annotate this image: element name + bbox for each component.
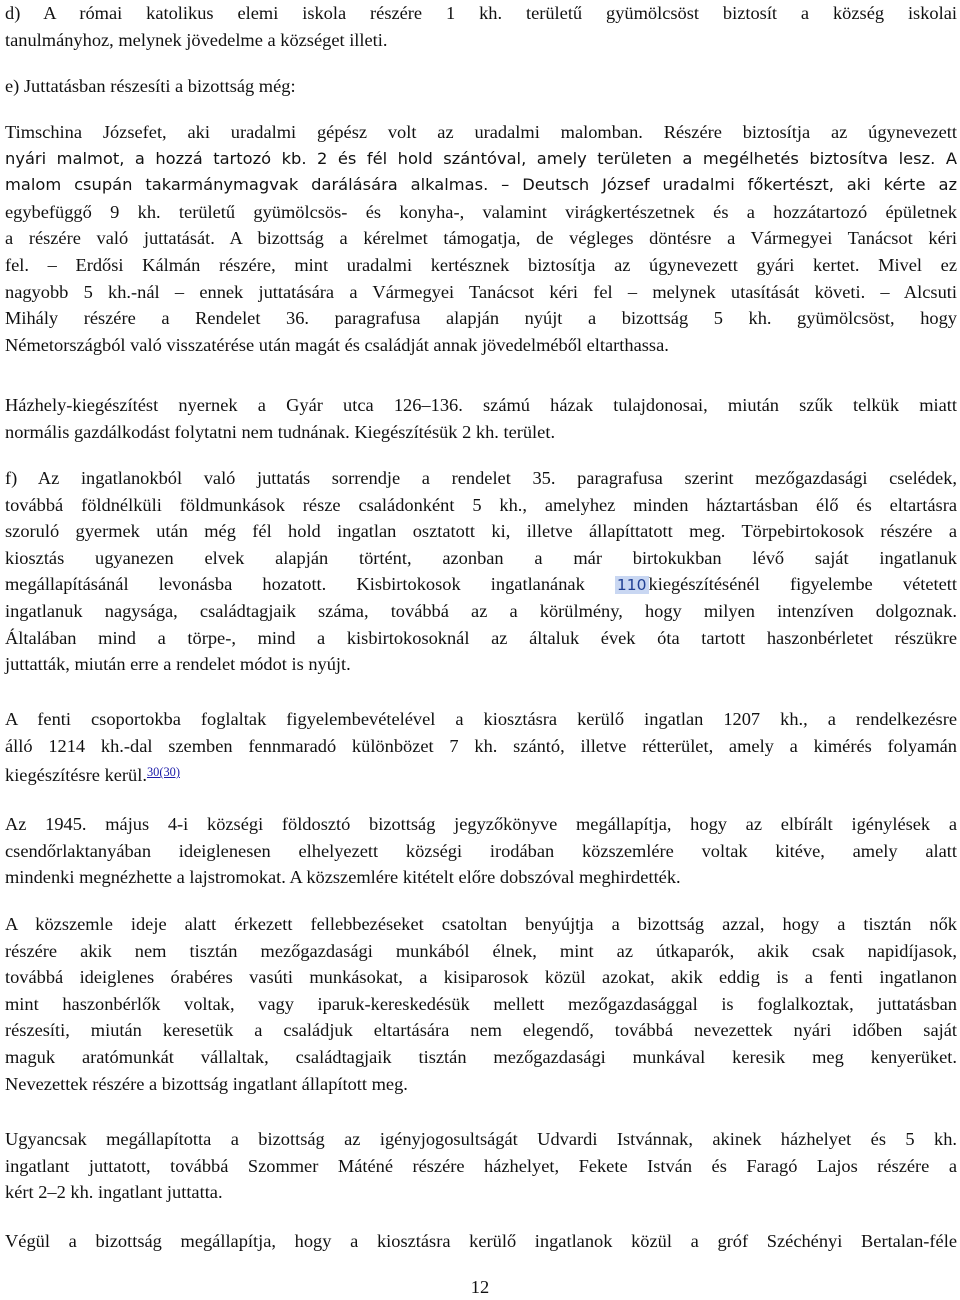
text-line: tanulmányhoz, melynek jövedelme a községet illeti. — [5, 29, 388, 50]
paragraph-timschina — [5, 119, 957, 358]
text-line: d) A római katolikus elemi iskola részére 1 kh. területű gyümölcsöst biztosít a község iskolai — [5, 3, 957, 23]
text-line: Timschina Józsefet, aki uradalmi gépész volt az uradalmi malomban. Részére biztosítja az úgynevezett — [5, 122, 957, 142]
paragraph-hazhely — [5, 392, 957, 445]
highlighted-number: 110 — [616, 576, 647, 595]
paragraph-ugyancsak — [5, 1126, 957, 1206]
text-line: nyári malmot, a hozzá tartozó kb. 2 és fél hold szántóval, amely területen a megélhetés biztosítva lesz. A — [5, 148, 957, 168]
text-line: ingatlant juttatott, továbbá Szommer Máténé részére házhelyet, Fekete István és Faragó Lajos részére a — [5, 1155, 957, 1176]
text-segment: kiegészítésre kerül. — [5, 765, 147, 786]
text-line: fel. – Erdősi Kálmán részére, mint uradalmi kertésznek biztosítja az úgynevezett gyári kertet. Mivel ez — [5, 254, 957, 275]
paragraph-d — [5, 0, 957, 53]
paragraph-summary — [5, 706, 957, 786]
page-number: 12 — [470, 1277, 490, 1297]
footnote-link[interactable]: 30(30) — [146, 765, 180, 780]
text-line: nagyobb 5 kh.-nál – ennek juttatására a Vármegyei Tanácsot kéri fel – melynek utasítását követi. – Alcsuti — [5, 281, 957, 302]
text-line: mindenki megnézhette a lajstromokat. A közszemlére kitételt előre dobszóval meghirdették. — [5, 867, 681, 888]
text-line: egybefüggő 9 kh. területű gyümölcsös- és konyha-, valamint virágkertészetnek és a hozzátartozó épületnek — [5, 201, 957, 222]
text-line: f) Az ingatlanokból való juttatás sorrendje a rendelet 35. paragrafusa szerint mezőgazdasági cselédek, — [5, 468, 957, 488]
text-line: maguk aratómunkát vállaltak, családtagjaik tisztán mezőgazdasági munkával keresik meg kenyerüket. — [5, 1046, 957, 1067]
text-line: normális gazdálkodást folytatni nem tudnának. Kiegészítésük 2 kh. terület. — [5, 421, 556, 442]
text-line: Ugyancsak megállapította a bizottság az igényjogosultságát Udvardi Istvánnak, akinek házhelyet és 5 kh. — [5, 1129, 957, 1149]
text-line: Házhely-kiegészítést nyernek a Gyár utca 126–136. számú házak tulajdonosai, miután szűk telkük miatt — [5, 395, 957, 415]
text-line: csendőrlaktanyában ideiglenesen elhelyezett községi irodában közszemlére voltak kitéve, amely alatt — [5, 840, 957, 861]
text-line: részére akik nem tisztán mezőgazdasági munkából élnek, mint az útkaparók, akik csak napidíjasok, — [5, 940, 957, 961]
text-segment: megállapításánál levonásba hozatott. Kisbirtokosok ingatlanának — [5, 574, 615, 595]
text-line: kiosztás ugyanezen elvek alapján történt, azonban a már birtokukban lévő saját ingatlanuk — [5, 547, 957, 568]
text-line: Általában mind a törpe-, mind a kisbirtokosoknál az általuk évek óta tartott haszonbérletet részükre — [5, 627, 957, 648]
text-line: szoruló gyermek után még fél hold ingatlan osztatott ki, illetve állapíttatott meg. Törpebirtokosok részére a — [5, 521, 957, 542]
paragraph-f — [5, 465, 957, 678]
paragraph-e — [5, 73, 957, 100]
text-line: juttatták, miután erre a rendelet módot is nyújt. — [5, 654, 351, 675]
paragraph-kozszemle — [5, 911, 957, 1097]
paragraph-1945 — [5, 811, 957, 891]
text-line: malom csupán takarmánymagvak darálására alkalmas. – Deutsch József uradalmi főkertészt, aki kérte az — [5, 175, 957, 195]
paragraph-vegul — [5, 1228, 957, 1255]
text-line: Az 1945. május 4-i községi földosztó bizottság jegyzőkönyve megállapítja, hogy az elbírált igénylések a — [5, 814, 957, 834]
text-line: a részére való juttatását. A bizottság a kérelmet támogatja, de végleges döntésre a Vármegyei Tanácsot kéri — [5, 228, 957, 249]
text-line: álló 1214 kh.-dal szemben fennmaradó különbözet 7 kh. szántó, illetve rétterület, amely a kimérés folyamán — [5, 735, 957, 756]
text-line-with-footnote — [5, 759, 957, 786]
text-line: továbbá földnélküli földmunkások része családonként 5 kh., amelyhez minden háztartásban élő és eltartásra — [5, 494, 957, 515]
text-line: Németországból való visszatérése után magát és családját annak jövedelméből eltarthassa. — [5, 334, 669, 355]
text-line: ingatlanuk nagysága, családtagjaik száma, továbbá az a körülmény, hogy milyen intenzíven dolgoznak. — [5, 600, 957, 621]
text-line: továbbá ideiglenes órabéres vasúti munkásokat, a kisiparosok közül azokat, akik eddig is a fenti ingatlanon — [5, 967, 957, 988]
text-segment: kiegészítésénél figyelembe vétetett — [648, 574, 957, 595]
text-line: Végül a bizottság megállapítja, hogy a kiosztásra kerülő ingatlanok közül a gróf Széchényi Bertalan-féle — [5, 1231, 957, 1251]
text-line: mint haszonbérlők voltak, vagy iparuk-kereskedésük mellett mezőgazdasággal is foglalkoztak, juttatásban — [5, 993, 957, 1014]
text-line: Mihály részére a Rendelet 36. paragrafusa alapján nyújt a bizottság 5 kh. gyümölcsöst, hogy — [5, 308, 957, 329]
text-line: Nevezettek részére a bizottság ingatlant állapított meg. — [5, 1073, 408, 1094]
text-line: részesíti, miután keresetük a családjuk eltartására nem elegendő, továbbá nevezettek nyári időben saját — [5, 1020, 957, 1041]
text-line: A fenti csoportokba foglaltak figyelembevételével a kiosztásra kerülő ingatlan 1207 kh., a rendelkezésre — [5, 709, 957, 729]
text-line: e) Juttatásban részesíti a bizottság még: — [5, 76, 296, 96]
text-line-with-highlight — [5, 571, 957, 598]
text-line: kért 2–2 kh. ingatlant juttatta. — [5, 1182, 223, 1203]
text-line: A közszemle ideje alatt érkezett fellebbezéseket csatoltan benyújtja a bizottság azzal, hogy a tisztán nők — [5, 914, 957, 934]
